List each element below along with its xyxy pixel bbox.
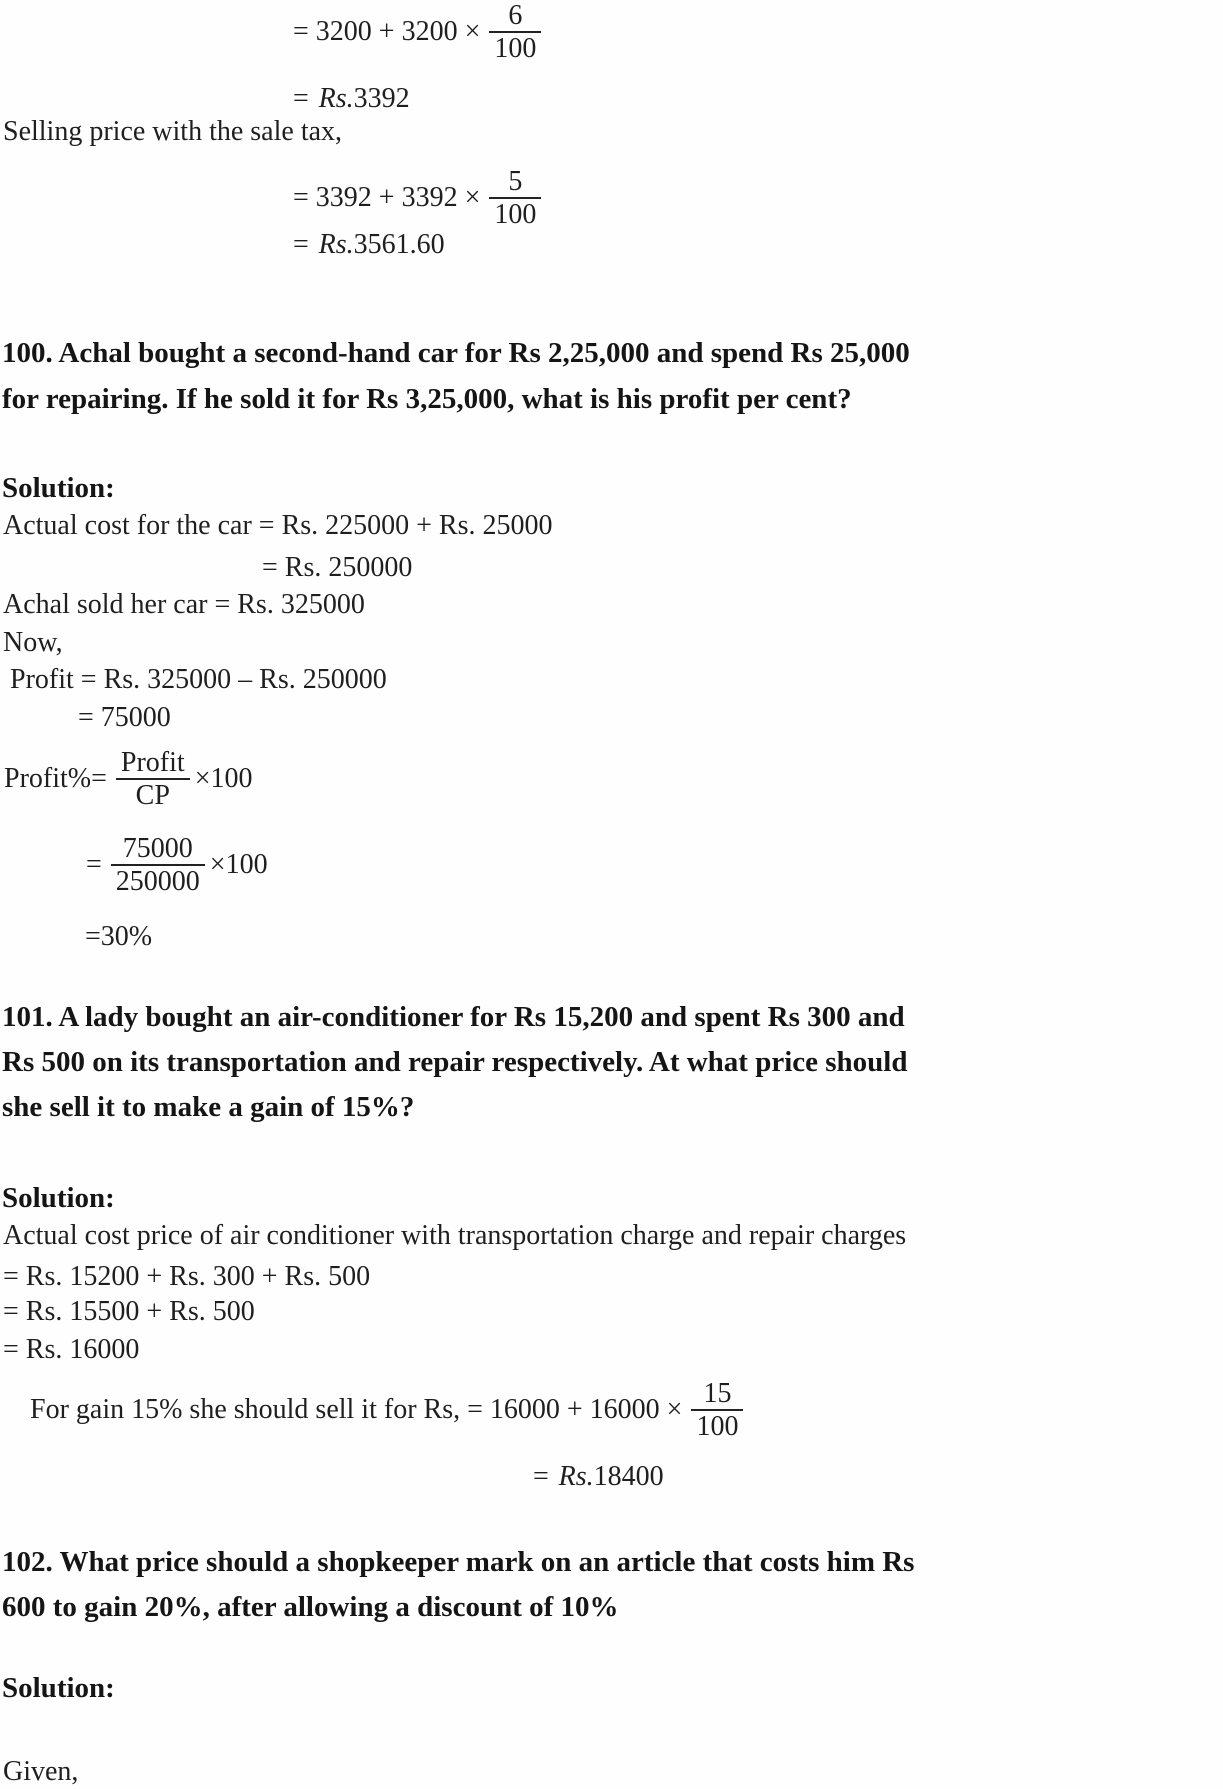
fraction bbox=[111, 833, 205, 897]
rupee-abbrev: Rs. bbox=[558, 1461, 594, 1492]
now-line: Now, bbox=[3, 627, 63, 658]
fraction-denominator: 100 bbox=[494, 199, 537, 230]
question-102-line1: 102. What price should a shopkeeper mark on an article that costs him Rs bbox=[2, 1546, 915, 1578]
profit-percent-result: =30% bbox=[85, 921, 153, 952]
fraction-numerator: 5 bbox=[508, 166, 523, 197]
fraction-numerator: 6 bbox=[508, 0, 523, 31]
profit-percent-calculation bbox=[86, 833, 268, 897]
profit-value-line: = 75000 bbox=[78, 702, 171, 733]
fraction-numerator: 75000 bbox=[122, 833, 193, 864]
question-101-line3: she sell it to make a gain of 15%? bbox=[2, 1091, 415, 1123]
question-101-line2: Rs 500 on its transportation and repair respectively. At what price should bbox=[2, 1046, 908, 1078]
solution-label-q100: Solution: bbox=[2, 472, 115, 504]
amount: 3392 bbox=[353, 83, 410, 114]
equation-prefix: = 3200 + 3200 × bbox=[293, 16, 481, 47]
cost-sum-line2: = Rs. 15500 + Rs. 500 bbox=[3, 1296, 255, 1327]
question-101-line1: 101. A lady bought an air-conditioner for Rs 15,200 and spent Rs 300 and bbox=[2, 1001, 905, 1033]
actual-cost-line: Actual cost for the car = Rs. 225000 + Rs. 25000 bbox=[3, 510, 553, 541]
equals-sign: = bbox=[293, 229, 309, 260]
fraction bbox=[489, 0, 541, 64]
equation-result-3392 bbox=[293, 84, 410, 114]
gain-prefix: For gain 15% she should sell it for Rs, = 16000 + 16000 × bbox=[30, 1394, 683, 1425]
equation-sale-tax-step1 bbox=[293, 0, 541, 64]
amount: 3561.60 bbox=[353, 229, 445, 260]
total-cost-line: = Rs. 250000 bbox=[262, 552, 413, 583]
amount: 18400 bbox=[593, 1461, 664, 1492]
equals-sign: = bbox=[293, 83, 309, 114]
given-label: Given, bbox=[3, 1756, 79, 1787]
rupee-abbrev: Rs. bbox=[318, 83, 354, 114]
equals-sign: = bbox=[86, 849, 102, 880]
cost-sum-line1: = Rs. 15200 + Rs. 300 + Rs. 500 bbox=[3, 1261, 371, 1292]
fraction-denominator: 250000 bbox=[115, 866, 200, 897]
formula-lhs: Profit%= bbox=[4, 763, 107, 794]
solution-label-q102: Solution: bbox=[2, 1672, 115, 1704]
fraction-denominator: 100 bbox=[494, 33, 537, 64]
question-102-line2: 600 to gain 20%, after allowing a discount of 10% bbox=[2, 1591, 619, 1623]
question-100-line2: for repairing. If he sold it for Rs 3,25,000, what is his profit per cent? bbox=[2, 383, 852, 415]
question-100-line1: 100. Achal bought a second-hand car for Rs 2,25,000 and spend Rs 25,000 bbox=[2, 337, 910, 369]
fraction-numerator: Profit bbox=[120, 747, 185, 778]
fraction-numerator: 15 bbox=[703, 1378, 732, 1409]
equals-sign: = bbox=[533, 1461, 549, 1492]
question-101-heading bbox=[2, 995, 908, 1130]
gain-equation bbox=[30, 1378, 743, 1442]
times-100: ×100 bbox=[209, 849, 268, 880]
times-100: ×100 bbox=[194, 763, 253, 794]
profit-line: Profit = Rs. 325000 – Rs. 250000 bbox=[10, 664, 387, 695]
selling-price-line: Selling price with the sale tax, bbox=[3, 116, 343, 147]
sold-price-line: Achal sold her car = Rs. 325000 bbox=[3, 589, 365, 620]
cost-total-line: = Rs. 16000 bbox=[3, 1334, 140, 1365]
fraction bbox=[116, 747, 190, 811]
rupee-abbrev: Rs. bbox=[318, 229, 354, 260]
fraction-denominator: 100 bbox=[696, 1411, 739, 1442]
question-100-heading bbox=[2, 330, 910, 422]
gain-result bbox=[533, 1462, 664, 1492]
fraction bbox=[691, 1378, 743, 1442]
equation-prefix: = 3392 + 3392 × bbox=[293, 182, 481, 213]
equation-sale-tax-step2 bbox=[293, 166, 541, 230]
fraction-denominator: CP bbox=[135, 780, 170, 811]
solution-label-q101: Solution: bbox=[2, 1182, 115, 1214]
equation-result-3561 bbox=[293, 230, 445, 260]
fraction bbox=[489, 166, 541, 230]
cost-description-line: Actual cost price of air conditioner with transportation charge and repair charges bbox=[3, 1220, 907, 1251]
profit-percent-formula bbox=[4, 747, 252, 811]
question-102-heading bbox=[2, 1540, 914, 1630]
